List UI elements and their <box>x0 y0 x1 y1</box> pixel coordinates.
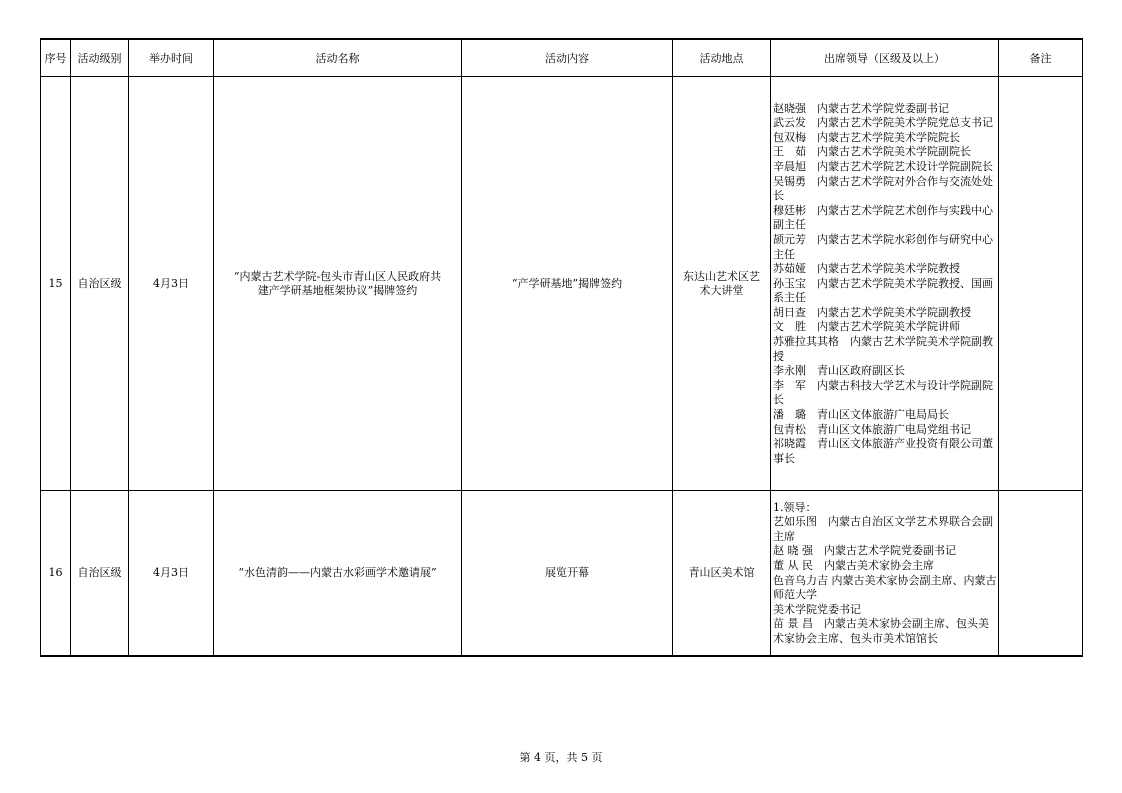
leader-entry: 艺如乐图 内蒙古自治区文学艺术界联合会副主席 <box>773 515 993 543</box>
activity-content: 展览开幕 <box>462 491 673 657</box>
col-header-content: 活动内容 <box>462 39 673 77</box>
leader-entry: 苏茹娅 内蒙古艺术学院美术学院教授 <box>773 262 960 276</box>
leader-entry: 李 军 内蒙古科技大学艺术与设计学院副院长 <box>773 378 993 407</box>
leader-entry: 孙玉宝 内蒙古艺术学院美术学院教授、国画系主任 <box>773 276 993 305</box>
activity-content: “产学研基地”揭牌签约 <box>462 77 673 491</box>
leader-entry: 颉元芳 内蒙古艺术学院水彩创作与研究中心主任 <box>773 232 993 261</box>
activity-name-line: “水色清韵——内蒙古水彩画学术邀请展” <box>238 566 437 579</box>
leader-entry: 包青松 青山区文体旅游广电局党组书记 <box>773 422 971 436</box>
leader-entry: 苗 景 昌 内蒙古美术家协会副主席、包头美术家协会主席、包头市美术馆馆长 <box>773 617 989 645</box>
leader-entry: 辛晨旭 内蒙古艺术学院艺术设计学院副院长 <box>773 159 993 173</box>
page-footer: 第 4 页，共 5 页 <box>519 751 603 764</box>
leaders-list <box>771 500 998 647</box>
header-row <box>41 39 1083 77</box>
leader-entry: 色音乌力吉 内蒙古美术家协会副主席、内蒙古师范大学 <box>773 573 997 602</box>
table-row <box>41 491 1083 657</box>
activity-location <box>673 77 771 491</box>
col-header-date: 举办时间 <box>129 39 214 77</box>
attending-leaders <box>771 77 999 491</box>
leader-entry: 武云发 内蒙古艺术学院美术学院党总支书记 <box>773 116 993 130</box>
row-number: 15 <box>41 77 71 491</box>
leader-entry: 赵 晓 强 内蒙古艺术学院党委副书记 <box>773 544 956 558</box>
activity-table <box>40 38 1083 657</box>
activity-date: 4月3日 <box>129 491 214 657</box>
activity-level: 自治区级 <box>71 491 129 657</box>
activity-name <box>214 491 462 657</box>
col-header-level: 活动级别 <box>71 39 129 77</box>
leaders-list <box>771 101 998 467</box>
col-header-note: 备注 <box>999 39 1083 77</box>
col-header-location: 活动地点 <box>673 39 771 77</box>
leader-entry: 1.领导： <box>773 500 817 514</box>
remarks <box>999 491 1083 657</box>
activity-location-line: 青山区美术馆 <box>688 566 755 579</box>
leader-entry: 穆廷彬 内蒙古艺术学院艺术创作与实践中心副主任 <box>773 203 993 232</box>
remarks <box>999 77 1083 491</box>
activity-location-line: 术大讲堂 <box>699 283 744 297</box>
table-row <box>41 77 1083 491</box>
col-header-name: 活动名称 <box>214 39 462 77</box>
activity-name-line: 建产学研基地框架协议”揭牌签约 <box>257 283 418 297</box>
leader-entry: 李永刚 青山区政府副区长 <box>773 364 905 378</box>
leader-entry: 王 茹 内蒙古艺术学院美术学院副院长 <box>773 145 971 159</box>
activity-location <box>673 491 771 657</box>
leader-entry: 祁晓霞 青山区文体旅游产业投资有限公司董事长 <box>773 437 993 465</box>
attending-leaders <box>771 491 999 657</box>
leader-entry: 吴锡勇 内蒙古艺术学院对外合作与交流处处长 <box>773 174 993 203</box>
col-header-no: 序号 <box>41 39 71 77</box>
leader-entry: 胡日查 内蒙古艺术学院美术学院副教授 <box>773 305 971 319</box>
leader-entry: 董 从 民 内蒙古美术家协会主席 <box>773 558 934 572</box>
activity-name-line: “内蒙古艺术学院-包头市青山区人民政府共 <box>233 269 442 283</box>
leader-entry: 包双梅 内蒙古艺术学院美术学院院长 <box>773 130 960 144</box>
col-header-leaders: 出席领导（区级及以上） <box>771 39 999 77</box>
activity-name <box>214 77 462 491</box>
activity-location-line: 东达山艺术区艺 <box>683 269 760 283</box>
leader-entry: 赵晓强 内蒙古艺术学院党委副书记 <box>773 101 949 115</box>
leader-entry: 文 胜 内蒙古艺术学院美术学院讲师 <box>773 320 960 334</box>
activity-date: 4月3日 <box>129 77 214 491</box>
row-number: 16 <box>41 491 71 657</box>
activity-level: 自治区级 <box>71 77 129 491</box>
leader-entry: 苏雅拉其其格 内蒙古艺术学院美术学院副教授 <box>773 335 993 363</box>
leader-entry: 美术学院党委书记 <box>773 602 861 616</box>
leader-entry: 潘 璐 青山区文体旅游广电局局长 <box>773 408 949 422</box>
